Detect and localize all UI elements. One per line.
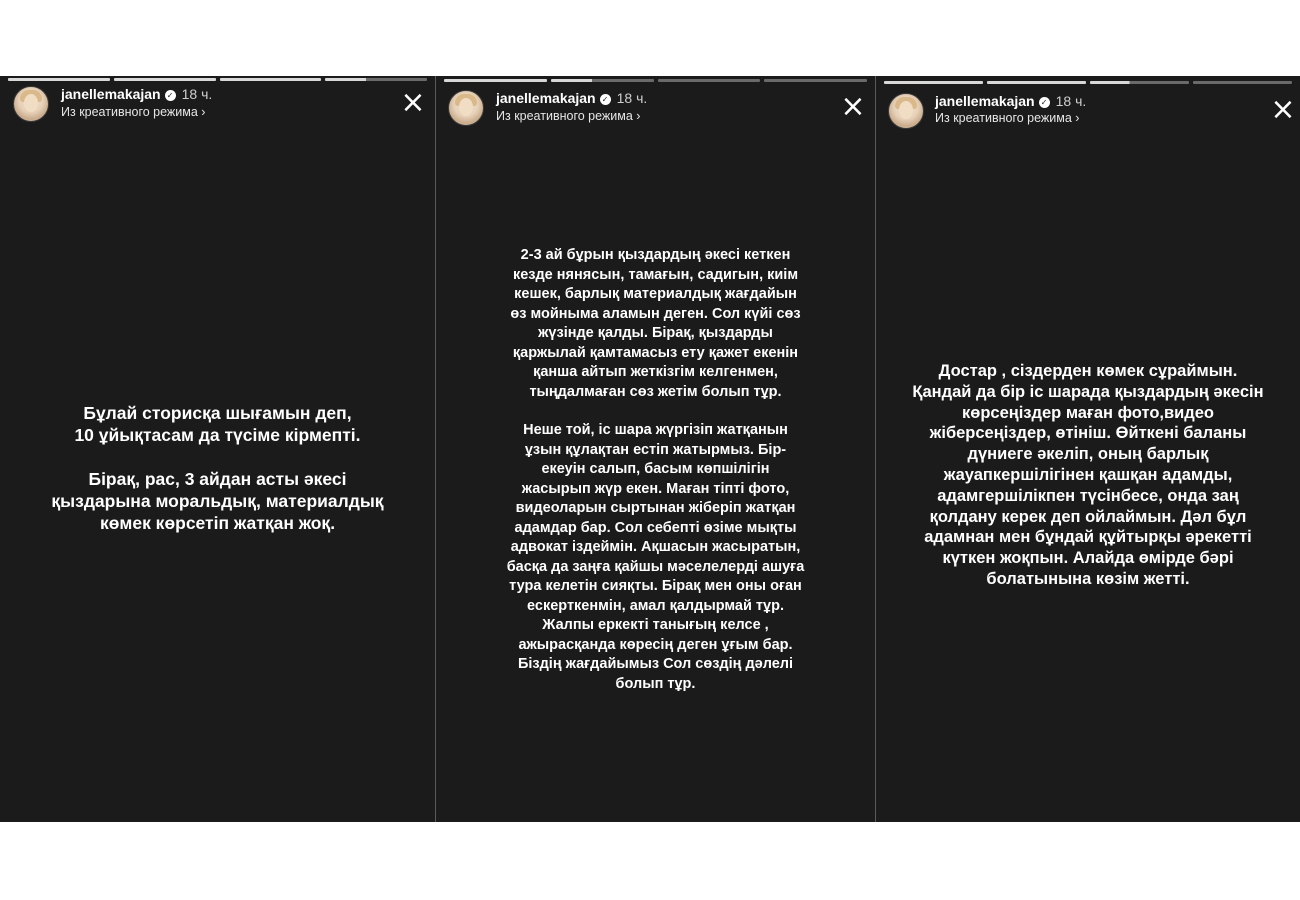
close-icon[interactable]: × bbox=[1270, 92, 1296, 127]
story-text bbox=[876, 361, 1300, 590]
username-row[interactable] bbox=[935, 93, 1086, 109]
avatar[interactable] bbox=[13, 86, 49, 122]
story-paragraph: Бұлай сторисқа шығамын деп, 10 ұйықтасам да түсіме кірмепті. bbox=[74, 403, 361, 445]
progress-segment bbox=[1090, 81, 1189, 84]
avatar[interactable] bbox=[448, 90, 484, 126]
story-paragraph: Бірақ, рас, 3 айдан асты әкесі қыздарына моральдық, материалдық көмек көрсетіп жатқан жоқ. bbox=[51, 469, 384, 533]
story-paragraph: 2-3 ай бұрын қыздардың әкесі кеткен кезде нянясын, тамағын, садигын, киім кешек, барлық материалдық жағдайын өз мойныма аламын деген. Сол күйі сөз жүзінде қалды. Бірақ, қыздарды қаржылай қамтамасыз ету қажет екенін қанша айтып жеткізгім келгенмен, тыңдалмаған сөз жетім болып тұр. bbox=[510, 247, 801, 400]
progress-segment bbox=[551, 79, 654, 82]
username[interactable]: janellemakajan bbox=[61, 86, 161, 102]
chevron-right-icon: › bbox=[201, 105, 206, 119]
story-paragraph: Достар , сіздерден көмек сұраймын. Қандай да бір іс шарада қыздардың әкесін көрсеңіздер маған фото,видео жіберсеңіздер, өтініш. Өйткені баланы дүниеге әкеліп, оның барлық жауапкершілігінен қашқан адамды, адамгершілікпен түсінбесе, онда заң қолдану керек деп ойлаймын. Дәл бұл адамнан мен бұндай құйтырқы әрекетті күткен жоқпын. Алайда өмірде бәрі болатынына көзім жетті. bbox=[912, 362, 1264, 588]
story-panel-1[interactable] bbox=[0, 76, 435, 822]
story-panel-3[interactable] bbox=[876, 76, 1300, 822]
verified-badge-icon: ✓ bbox=[165, 90, 176, 101]
story-progress bbox=[8, 78, 427, 81]
story-panel-2[interactable] bbox=[436, 76, 875, 822]
story-progress bbox=[444, 79, 867, 82]
story-text bbox=[0, 402, 435, 534]
username-row[interactable] bbox=[61, 86, 212, 102]
close-icon[interactable]: × bbox=[840, 89, 866, 124]
close-icon[interactable]: × bbox=[400, 85, 426, 120]
progress-segment bbox=[325, 78, 427, 81]
story-text bbox=[436, 246, 875, 694]
chevron-right-icon: › bbox=[636, 109, 641, 123]
avatar[interactable] bbox=[888, 93, 924, 129]
progress-segment bbox=[114, 78, 216, 81]
progress-segment bbox=[764, 79, 867, 82]
creative-mode-link[interactable]: Из креативного режима › bbox=[935, 111, 1080, 125]
progress-segment bbox=[658, 79, 761, 82]
creative-mode-link[interactable]: Из креативного режима › bbox=[496, 109, 641, 123]
progress-segment bbox=[8, 78, 110, 81]
progress-segment bbox=[1193, 81, 1292, 84]
story-paragraph: Неше той, іс шара жүргізіп жатқанын ұзын құлақтан естіп жатырмыз. Бір- екеуін салып, басым көпшілігін жасырып жүр екен. Маған тіпті фото, видеоларын сыртынан жіберіп жатқан адамдар бар. Сол себепті өзіме мықты адвокат іздеймін. Ақшасын жасыратын, басқа да заңға қайшы мәселелерді ашуға тура келетін сияқты. Бірақ мен оны оған ескерткенмін, амал қалдырмай тұр. Жалпы еркекті танығың келсе , ажырасқанда көресің деген ұғым бар. Біздің жағдайымыз Сол сөздің дәлелі болып тұр. bbox=[506, 422, 805, 692]
verified-badge-icon: ✓ bbox=[600, 94, 611, 105]
progress-segment bbox=[220, 78, 322, 81]
username[interactable]: janellemakajan bbox=[496, 90, 596, 106]
creative-mode-link[interactable]: Из креативного режима › bbox=[61, 105, 206, 119]
progress-segment bbox=[987, 81, 1086, 84]
progress-segment bbox=[884, 81, 983, 84]
chevron-right-icon: › bbox=[1075, 111, 1080, 125]
post-time: 18 ч. bbox=[616, 90, 648, 106]
post-time: 18 ч. bbox=[181, 86, 213, 102]
progress-segment bbox=[444, 79, 547, 82]
story-progress bbox=[884, 81, 1292, 84]
username[interactable]: janellemakajan bbox=[935, 93, 1035, 109]
verified-badge-icon: ✓ bbox=[1039, 97, 1050, 108]
username-row[interactable] bbox=[496, 90, 647, 106]
post-time: 18 ч. bbox=[1055, 93, 1087, 109]
